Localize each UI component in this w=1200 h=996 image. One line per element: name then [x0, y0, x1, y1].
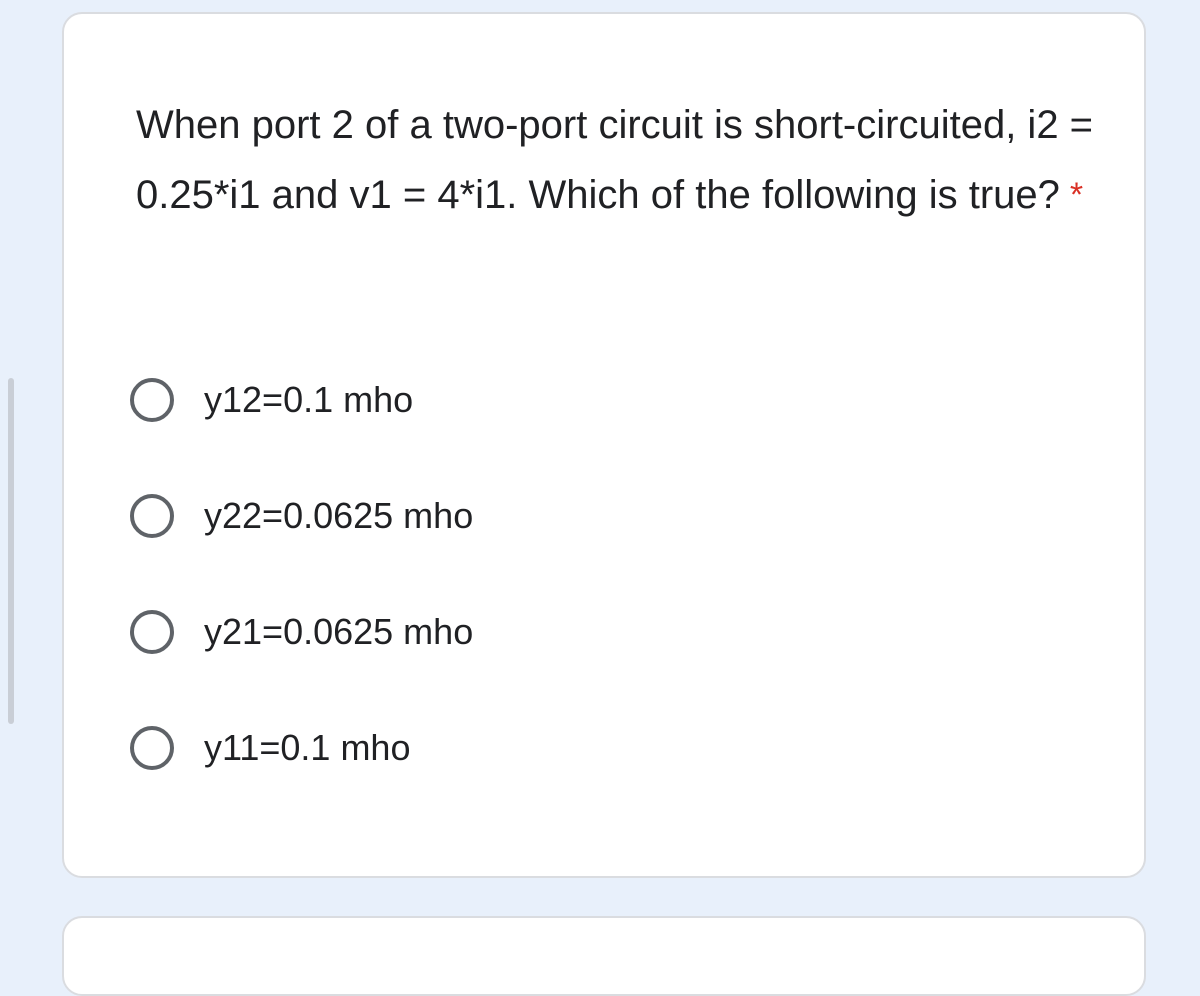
- question-card: [62, 12, 1146, 878]
- option-label: y11=0.1 mho: [204, 727, 411, 768]
- option-y22[interactable]: [130, 486, 473, 546]
- radio-button-icon[interactable]: [130, 610, 174, 654]
- option-label: y21=0.0625 mho: [204, 611, 474, 652]
- option-y12[interactable]: [130, 370, 413, 430]
- option-y11[interactable]: [130, 718, 410, 778]
- next-question-card: [62, 916, 1146, 996]
- radio-button-icon[interactable]: [130, 726, 174, 770]
- option-label: y12=0.1 mho: [204, 379, 414, 420]
- question-text-block: [136, 90, 1096, 230]
- option-label: y22=0.0625 mho: [204, 495, 474, 536]
- option-y21[interactable]: [130, 602, 473, 662]
- radio-button-icon[interactable]: [130, 494, 174, 538]
- scrollbar[interactable]: [8, 378, 14, 724]
- required-asterisk: *: [1069, 176, 1084, 214]
- radio-button-icon[interactable]: [130, 378, 174, 422]
- question-text: When port 2 of a two-port circuit is short-circuited, i2 = 0.25*i1 and v1 = 4*i1. Which of the following is true?: [136, 103, 1094, 217]
